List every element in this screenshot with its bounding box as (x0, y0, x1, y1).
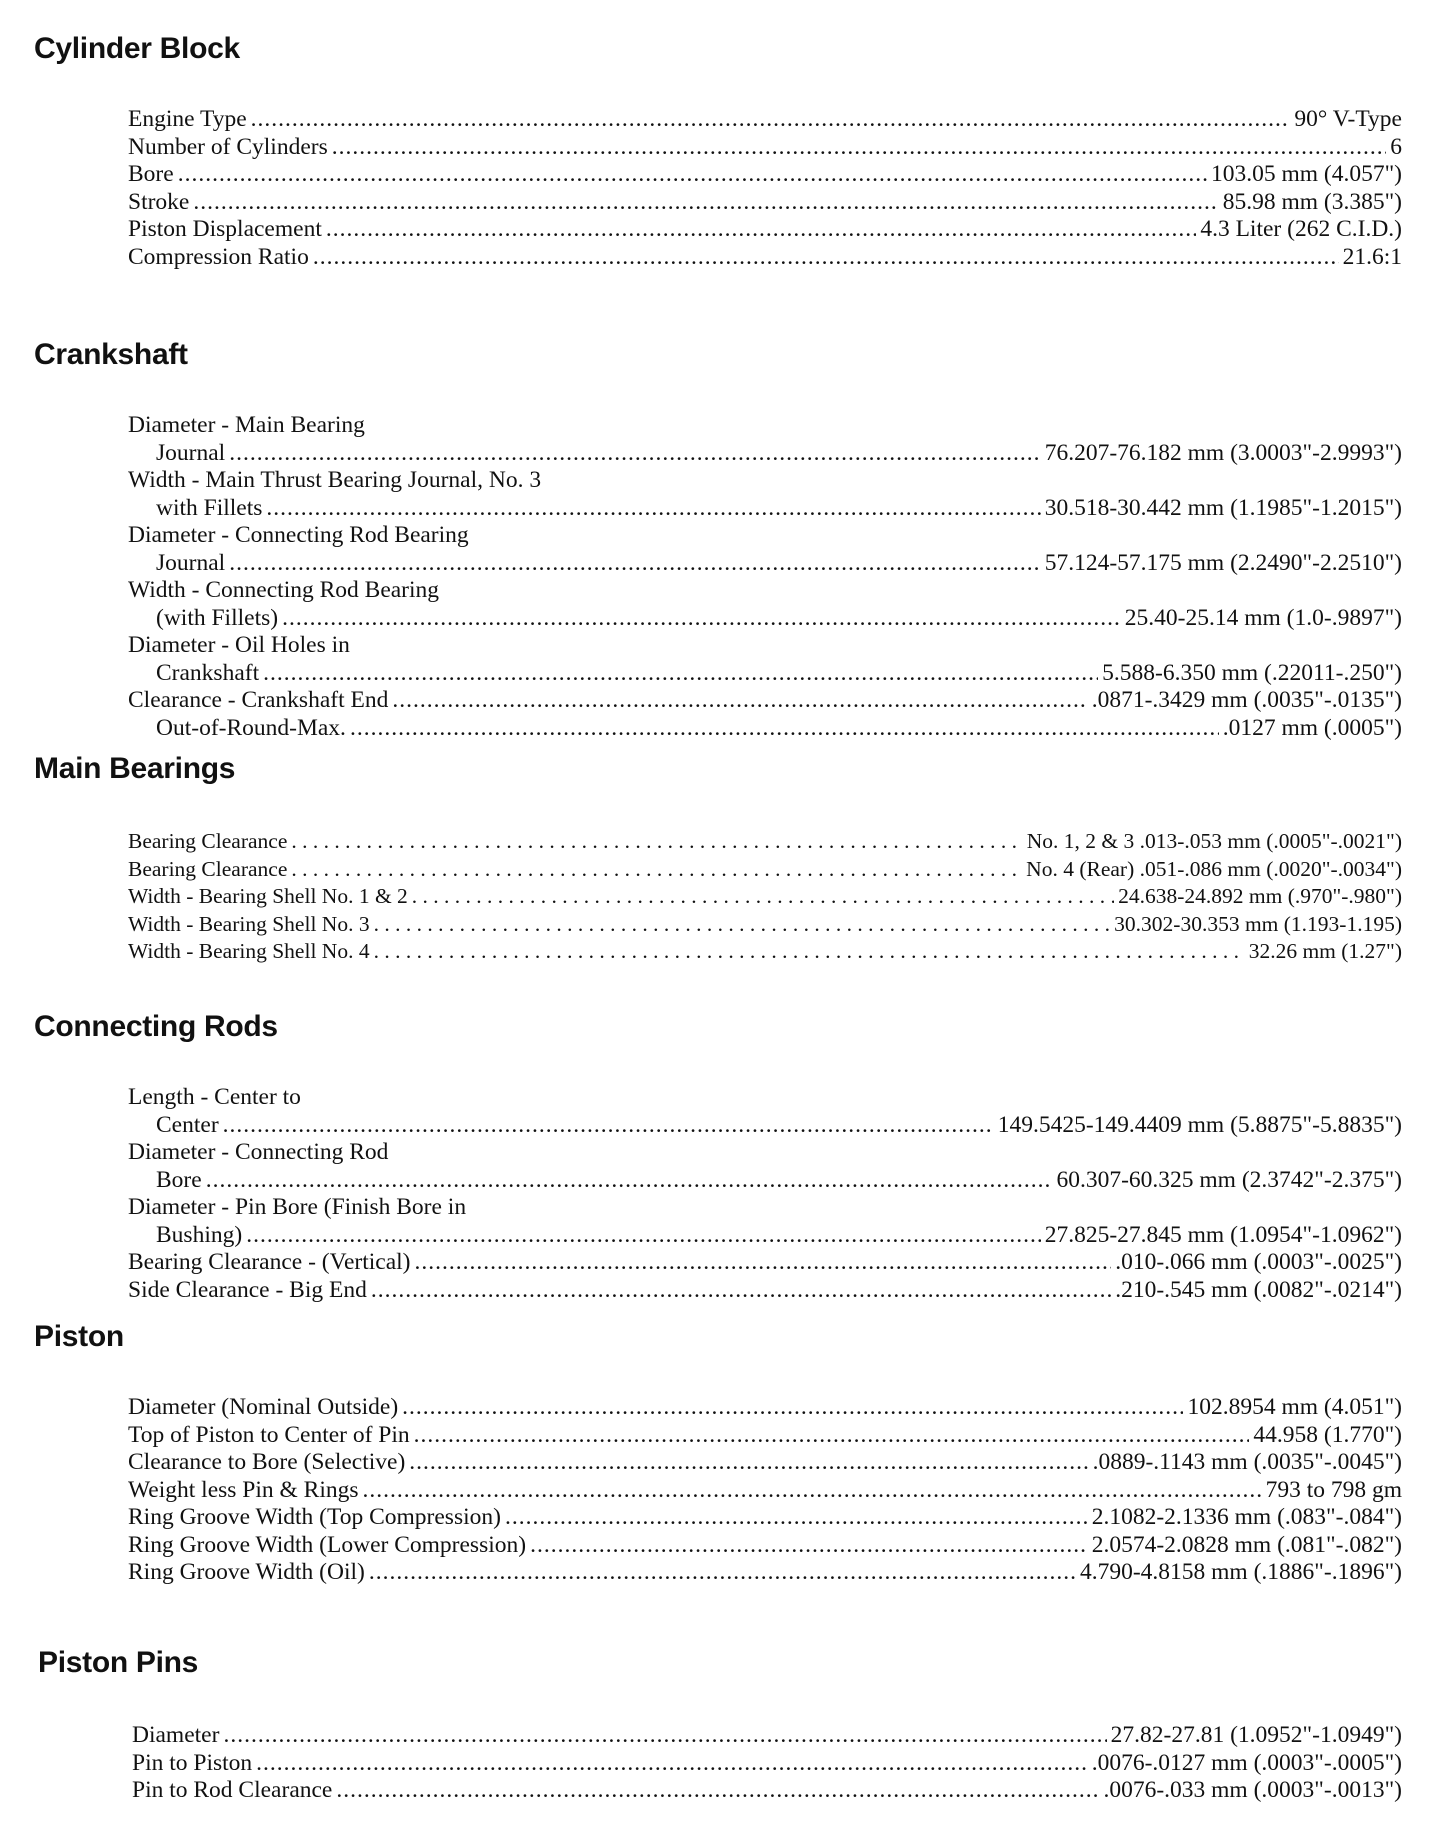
spec-label: Bore (156, 1166, 202, 1193)
spec-value: 76.207-76.182 mm (3.0003"-2.9993") (1044, 439, 1402, 466)
dot-leader (412, 883, 1114, 911)
dot-leader (371, 1277, 1111, 1305)
spec-label: Compression Ratio (128, 243, 309, 270)
spec-row (128, 106, 1402, 134)
spec-label: Ring Groove Width (Lower Compression) (128, 1531, 527, 1558)
dot-leader (282, 605, 1121, 633)
dot-leader (374, 938, 1245, 966)
dot-leader (369, 1559, 1076, 1587)
spec-value: 27.82-27.81 (1.0952"-1.0949") (1110, 1722, 1402, 1748)
spec-label: Bearing Clearance - (Vertical) (128, 1249, 411, 1275)
spec-row (128, 1112, 1402, 1140)
spec-label: Stroke (128, 188, 190, 215)
spec-value: .0076-.0127 mm (.0003"-.0005") (1091, 1749, 1402, 1776)
heading-cylinder-block: Cylinder Block (34, 32, 240, 65)
spec-label: Bore (128, 161, 174, 187)
spec-row (128, 883, 1402, 911)
spec-label-line: Diameter - Oil Holes in (128, 632, 350, 658)
spec-value: 2.1082-2.1336 mm (.083"-.084") (1091, 1504, 1402, 1530)
spec-value: .0127 mm (.0005") (1222, 714, 1402, 741)
spec-value: 6 (1390, 133, 1402, 160)
spec-row (128, 189, 1402, 217)
spec-value: 102.8954 mm (4.051") (1187, 1394, 1402, 1420)
spec-row (128, 134, 1402, 162)
spec-label-line: Length - Center to (128, 1084, 301, 1110)
spec-label-line: Diameter - Connecting Rod (128, 1139, 389, 1165)
spec-row (132, 1722, 1402, 1750)
spec-row (128, 856, 1402, 884)
spec-value: 27.825-27.845 mm (1.0954"-1.0962") (1044, 1221, 1402, 1248)
dot-leader (266, 495, 1040, 523)
spec-value: 2.0574-2.0828 mm (.081"-.082") (1091, 1531, 1402, 1558)
dot-leader (229, 440, 1041, 468)
dot-leader (402, 1394, 1183, 1422)
spec-label-line: Width - Connecting Rod Bearing (128, 577, 440, 603)
spec-label: Ring Groove Width (Oil) (128, 1559, 365, 1585)
dot-leader (409, 1449, 1088, 1477)
spec-label: Pin to Piston (132, 1749, 253, 1776)
spec-label-line: Width - Main Thrust Bearing Journal, No. 3 (128, 467, 542, 493)
spec-row (128, 1449, 1402, 1477)
spec-value: .010-.066 mm (.0003"-.0025") (1115, 1249, 1402, 1275)
spec-label: Clearance to Bore (Selective) (128, 1449, 406, 1475)
spec-value: No. 1, 2 & 3 .013-.053 mm (.0005"-.0021") (1026, 829, 1402, 853)
spec-label: Weight less Pin & Rings (128, 1476, 359, 1503)
spec-value: No. 4 (Rear) .051-.086 mm (.0020"-.0034") (1026, 856, 1402, 881)
dot-leader (251, 106, 1291, 134)
spec-label: Bearing Clearance (128, 856, 288, 881)
spec-value: 21.6:1 (1342, 243, 1402, 270)
dot-leader (374, 911, 1111, 939)
spec-value: .0889-.1143 mm (.0035"-.0045") (1092, 1449, 1402, 1475)
dot-leader (505, 1504, 1088, 1532)
spec-label: Clearance - Crankshaft End (128, 687, 389, 713)
spec-list-piston (128, 1394, 1402, 1587)
spec-value: 32.26 mm (1.27") (1248, 939, 1402, 963)
spec-row (128, 715, 1402, 743)
dot-leader (326, 216, 1196, 244)
dot-leader (246, 1222, 1041, 1250)
spec-value: 44.958 (1.770") (1253, 1421, 1402, 1448)
dot-leader (392, 687, 1087, 715)
dot-leader (291, 856, 1022, 884)
spec-value: 90° V-Type (1294, 106, 1402, 132)
spec-label: Out-of-Round-Max. (156, 714, 346, 741)
spec-row (128, 1222, 1402, 1250)
spec-row (128, 550, 1402, 578)
dot-leader (263, 660, 1098, 688)
spec-value: .210-.545 mm (.0082"-.0214") (1115, 1276, 1402, 1303)
heading-piston-pins: Piston Pins (38, 1646, 199, 1679)
spec-value: 85.98 mm (3.385") (1222, 188, 1402, 215)
spec-label-line: Diameter - Pin Bore (Finish Bore in (128, 1194, 467, 1220)
heading-piston: Piston (34, 1320, 124, 1353)
spec-label: Bushing) (156, 1221, 243, 1248)
dot-leader (363, 1477, 1262, 1505)
dot-leader (313, 244, 1339, 272)
spec-label: Bearing Clearance (128, 829, 288, 853)
spec-label: Pin to Rod Clearance (132, 1777, 333, 1803)
spec-label: Width - Bearing Shell No. 4 (128, 939, 370, 963)
spec-value: 5.588-6.350 mm (.22011-.250") (1102, 659, 1402, 686)
spec-label: Top of Piston to Center of Pin (128, 1421, 410, 1448)
dot-leader (178, 161, 1207, 189)
dot-leader (193, 189, 1218, 217)
spec-label-line: Diameter - Connecting Rod Bearing (128, 522, 469, 548)
spec-row (128, 911, 1402, 939)
spec-label-line: Diameter - Main Bearing (128, 412, 365, 438)
heading-crankshaft: Crankshaft (34, 338, 188, 371)
spec-value: 24.638-24.892 mm (.970"-.980") (1118, 884, 1402, 908)
dot-leader (415, 1249, 1112, 1277)
spec-value: 25.40-25.14 mm (1.0-.9897") (1124, 604, 1402, 631)
spec-row (128, 828, 1402, 856)
spec-label: (with Fillets) (156, 604, 279, 631)
spec-value: 4.3 Liter (262 C.I.D.) (1200, 216, 1402, 242)
dot-leader (256, 1750, 1088, 1778)
spec-list-crankshaft (128, 412, 1402, 742)
dot-leader (336, 1777, 1099, 1805)
spec-label: Ring Groove Width (Top Compression) (128, 1504, 501, 1530)
heading-connecting-rods: Connecting Rods (34, 1010, 278, 1043)
spec-value: .0871-.3429 mm (.0035"-.0135") (1091, 687, 1402, 713)
spec-label: Side Clearance - Big End (128, 1276, 367, 1303)
spec-row (128, 660, 1402, 688)
spec-row (132, 1750, 1402, 1778)
spec-value: 4.790-4.8158 mm (.1886"-.1896") (1079, 1559, 1402, 1585)
spec-row (128, 1167, 1402, 1195)
spec-row (128, 938, 1402, 966)
dot-leader (350, 715, 1219, 743)
spec-value: 60.307-60.325 mm (2.3742"-2.375") (1056, 1166, 1402, 1193)
spec-list-cylinder-block (128, 106, 1402, 271)
dot-leader (206, 1167, 1053, 1195)
spec-label: Diameter (132, 1722, 220, 1748)
spec-value: .0076-.033 mm (.0003"-.0013") (1103, 1777, 1402, 1803)
spec-list-main-bearings (128, 828, 1402, 966)
spec-label: Width - Bearing Shell No. 1 & 2 (128, 884, 408, 908)
spec-list-connecting-rods (128, 1084, 1402, 1304)
dot-leader (223, 1722, 1106, 1750)
dot-leader (530, 1532, 1088, 1560)
dot-leader (223, 1112, 994, 1140)
spec-list-piston-pins (132, 1722, 1402, 1805)
spec-value: 57.124-57.175 mm (2.2490"-2.2510") (1044, 549, 1402, 576)
spec-label: Width - Bearing Shell No. 3 (128, 911, 370, 936)
spec-label: with Fillets (156, 494, 263, 521)
spec-row (128, 1422, 1402, 1450)
spec-row (128, 244, 1402, 272)
spec-row (128, 1504, 1402, 1532)
dot-leader (291, 828, 1022, 856)
spec-label: Piston Displacement (128, 216, 322, 242)
spec-row (128, 1477, 1402, 1505)
spec-row (128, 1532, 1402, 1560)
spec-row (128, 440, 1402, 468)
spec-row (128, 605, 1402, 633)
spec-label: Diameter (Nominal Outside) (128, 1394, 399, 1420)
spec-label: Journal (156, 549, 226, 576)
spec-row (128, 216, 1402, 244)
spec-row (128, 1394, 1402, 1422)
spec-row (128, 1249, 1402, 1277)
spec-label: Journal (156, 439, 226, 466)
spec-label: Number of Cylinders (128, 133, 328, 160)
spec-value: 149.5425-149.4409 mm (5.8875"-5.8835") (997, 1111, 1402, 1138)
spec-label: Crankshaft (156, 659, 260, 686)
spec-row (128, 1277, 1402, 1305)
spec-value: 103.05 mm (4.057") (1210, 161, 1402, 187)
spec-row (128, 495, 1402, 523)
spec-row (128, 1559, 1402, 1587)
spec-row (128, 687, 1402, 715)
spec-label: Center (156, 1111, 219, 1138)
dot-leader (229, 550, 1041, 578)
spec-value: 793 to 798 gm (1265, 1476, 1402, 1503)
spec-value: 30.302-30.353 mm (1.193-1.195) (1114, 911, 1402, 936)
dot-leader (332, 134, 1387, 162)
spec-value: 30.518-30.442 mm (1.1985"-1.2015") (1044, 494, 1402, 521)
spec-row (128, 161, 1402, 189)
spec-label: Engine Type (128, 106, 247, 132)
heading-main-bearings: Main Bearings (34, 752, 236, 785)
dot-leader (414, 1422, 1250, 1450)
spec-row (132, 1777, 1402, 1805)
